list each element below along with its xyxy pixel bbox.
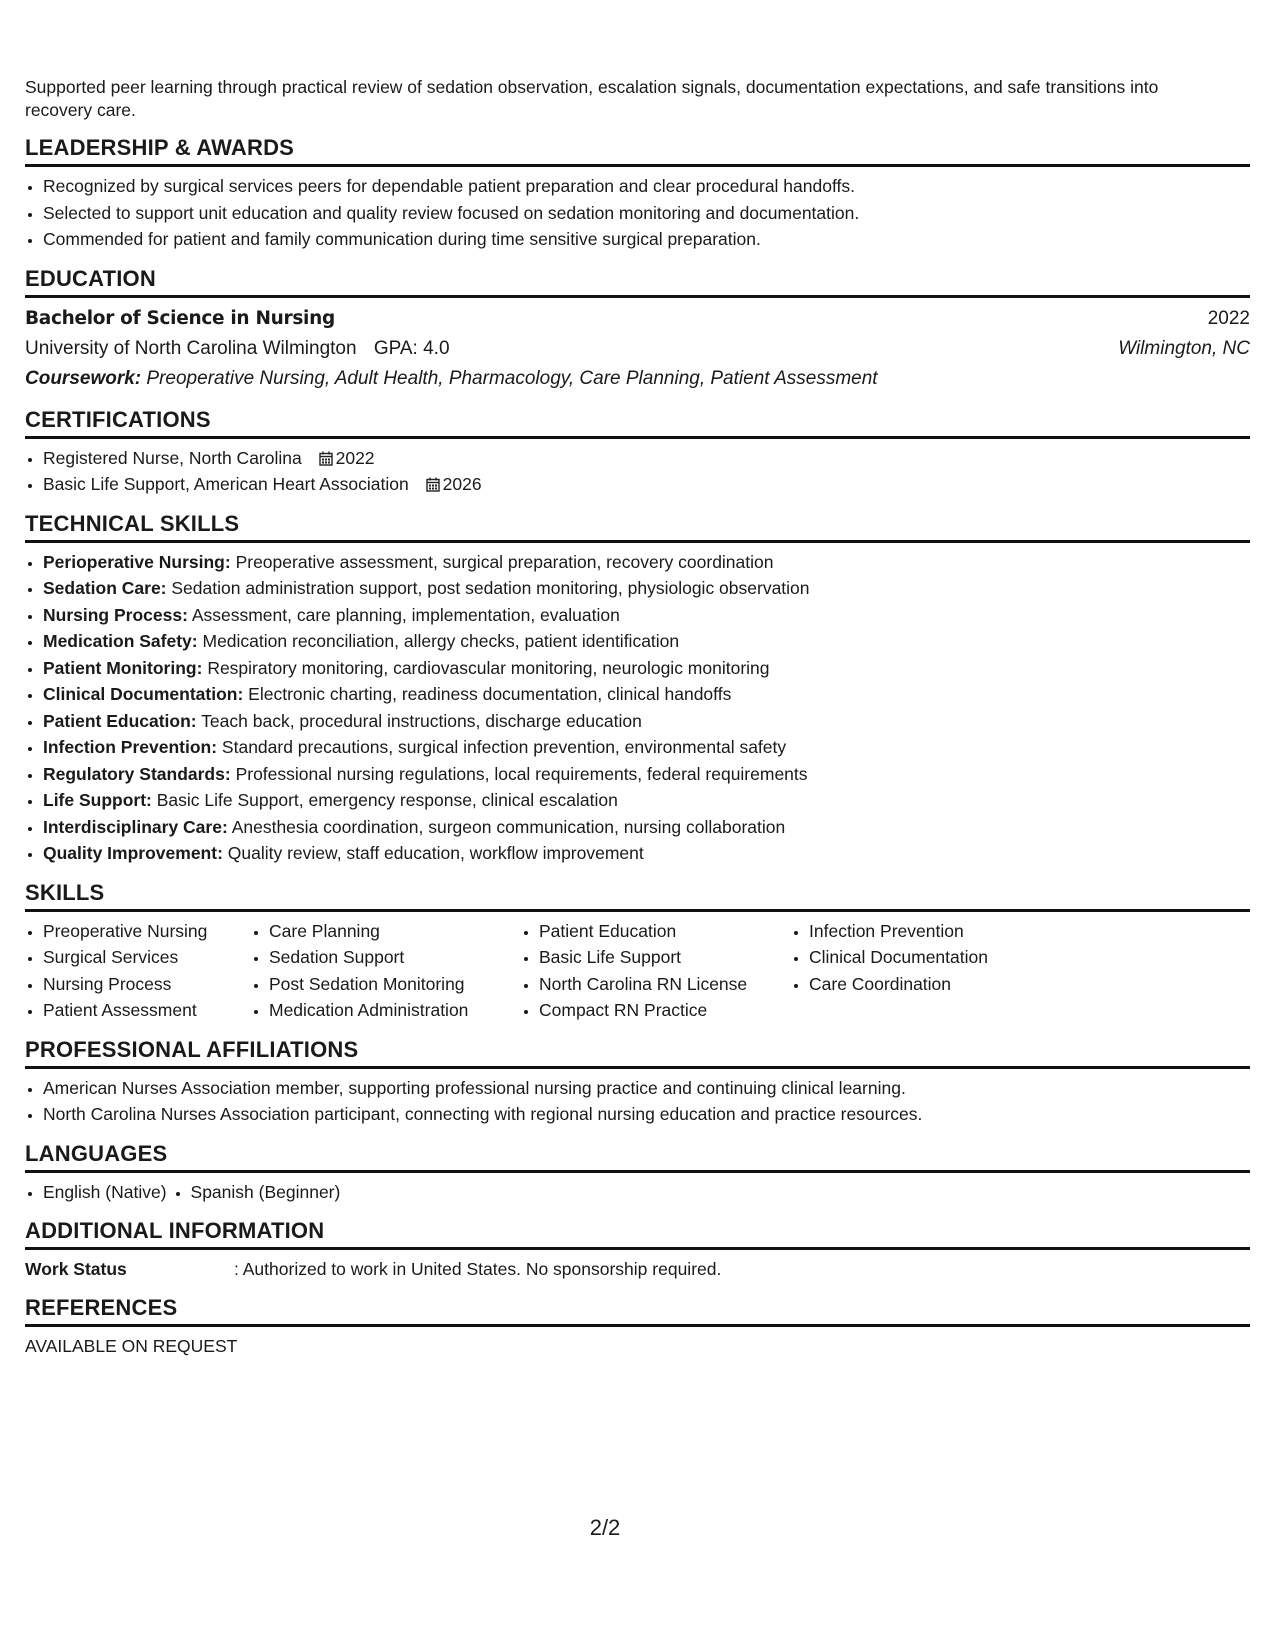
languages-section	[25, 1140, 1250, 1206]
coursework-label: Coursework:	[25, 367, 142, 389]
list-item: • Nursing Process	[43, 971, 251, 998]
list-item: • North Carolina RN License	[539, 971, 791, 998]
list-item	[43, 602, 1250, 629]
list-item: • Spanish (Beginner)	[191, 1179, 341, 1206]
list-item: • Preoperative Nursing	[43, 918, 251, 945]
intro-paragraph: Supported peer learning through practical review of sedation observation, escalation signals, documentation expectations, and safe transitions into recovery care.	[25, 77, 1159, 120]
skills-columns	[25, 918, 1250, 1024]
list-item: • Surgical Services	[43, 944, 251, 971]
list-item: • Care Coordination	[809, 971, 1039, 998]
cert-year: 2026	[442, 474, 482, 494]
list-item: • Patient Education	[539, 918, 791, 945]
list-item: • Infection Prevention	[809, 918, 1039, 945]
section-title: LANGUAGES	[25, 1140, 1250, 1173]
skill-text: Standard precautions, surgical infection prevention, environmental safety	[221, 737, 787, 757]
info-row	[25, 1256, 1250, 1282]
skill-label: Patient Education:	[43, 710, 197, 731]
school-name: University of North Carolina Wilmington	[25, 337, 357, 359]
list-item	[43, 471, 1250, 498]
gpa: GPA: 4.0	[373, 337, 450, 359]
skill-text: Sedation administration support, post sedation monitoring, physiologic observation	[171, 578, 810, 598]
list-item: • Post Sedation Monitoring	[269, 971, 521, 998]
cert-name: Registered Nurse, North Carolina	[43, 447, 302, 468]
list-item	[43, 575, 1250, 602]
certifications-section	[25, 406, 1250, 498]
references-section	[25, 1294, 1250, 1359]
section-title: PROFESSIONAL AFFILIATIONS	[25, 1036, 1250, 1069]
affiliations-section	[25, 1036, 1250, 1128]
list-item	[43, 549, 1250, 576]
section-title: SKILLS	[25, 879, 1250, 912]
languages-list	[25, 1179, 1250, 1206]
page-number: 2/2	[589, 1515, 621, 1540]
section-title: ADDITIONAL INFORMATION	[25, 1217, 1250, 1250]
skill-text: Medication reconciliation, allergy checks, patient identification	[202, 631, 680, 651]
degree: Bachelor of Science in Nursing	[25, 307, 335, 329]
list-item: • Patient Assessment	[43, 997, 251, 1024]
cert-name: Basic Life Support, American Heart Association	[43, 474, 409, 494]
skill-label: Regulatory Standards:	[43, 763, 231, 784]
skills-column	[521, 918, 791, 1024]
school-location: Wilmington, NC	[1118, 337, 1250, 359]
skill-label: Patient Monitoring:	[43, 657, 203, 678]
additional-info-section	[25, 1217, 1250, 1282]
list-item: • Care Planning	[269, 918, 521, 945]
skill-text: Preoperative assessment, surgical preparation, recovery coordination	[235, 551, 774, 572]
graduation-year: 2022	[1207, 307, 1250, 329]
leadership-section	[25, 134, 1250, 253]
list-item: • Compact RN Practice	[539, 997, 791, 1024]
skills-column	[251, 918, 521, 1024]
section-title: REFERENCES	[25, 1294, 1250, 1327]
info-key: Work Status	[25, 1259, 127, 1279]
calendar-icon	[319, 451, 333, 466]
section-title: CERTIFICATIONS	[25, 406, 1250, 439]
list-item	[43, 655, 1250, 682]
resume-page	[25, 76, 1250, 1359]
skill-label: Quality Improvement:	[43, 843, 223, 863]
section-title: TECHNICAL SKILLS	[25, 510, 1250, 543]
list-item: • American Nurses Association member, supporting professional nursing practice and continuing clinical learning.	[43, 1075, 1250, 1102]
list-item	[43, 681, 1250, 708]
list-item: • Sedation Support	[269, 944, 521, 971]
technical-skills-section	[25, 510, 1250, 867]
calendar-icon	[426, 477, 440, 492]
leadership-list	[25, 173, 1250, 253]
list-item: • Clinical Documentation	[809, 944, 1039, 971]
list-item	[43, 708, 1250, 735]
list-item: • Recognized by surgical services peers for dependable patient preparation and clear procedural handoffs.	[43, 173, 1250, 200]
list-item	[43, 761, 1250, 788]
coursework: Preoperative Nursing, Adult Health, Pharmacology, Care Planning, Patient Assessment	[146, 367, 878, 389]
skills-column	[791, 918, 1039, 1024]
list-item: • Selected to support unit education and quality review focused on sedation monitoring and documentation.	[43, 200, 1250, 227]
skill-text: Professional nursing regulations, local requirements, federal requirements	[235, 763, 808, 784]
education-section	[25, 265, 1250, 394]
list-item: • North Carolina Nurses Association participant, connecting with regional nursing education and practice resources.	[43, 1101, 1250, 1128]
skill-label: Life Support:	[43, 790, 152, 810]
skill-label: Nursing Process:	[43, 604, 188, 625]
skill-text: Quality review, staff education, workflow improvement	[227, 843, 644, 863]
info-value: : Authorized to work in United States. No sponsorship required.	[234, 1259, 722, 1279]
certifications-list	[25, 445, 1250, 498]
list-item	[43, 628, 1250, 655]
list-item: • Basic Life Support	[539, 944, 791, 971]
skill-label: Perioperative Nursing:	[43, 551, 231, 572]
section-title: EDUCATION	[25, 265, 1250, 298]
cert-year: 2022	[335, 447, 375, 468]
affiliations-list	[25, 1075, 1250, 1128]
skill-text: Basic Life Support, emergency response, clinical escalation	[156, 790, 618, 810]
skill-label: Infection Prevention:	[43, 737, 218, 757]
technical-skills-list	[25, 549, 1250, 867]
list-item	[43, 445, 1250, 472]
skill-label: Clinical Documentation:	[43, 684, 244, 704]
list-item	[43, 787, 1250, 814]
skills-column	[25, 918, 251, 1024]
skill-text: Anesthesia coordination, surgeon communication, nursing collaboration	[231, 816, 786, 837]
skill-text: Assessment, care planning, implementation, evaluation	[191, 604, 620, 625]
list-item: • Medication Administration	[269, 997, 521, 1024]
skill-text: Teach back, procedural instructions, discharge education	[201, 710, 642, 731]
section-title: LEADERSHIP & AWARDS	[25, 134, 1250, 167]
skill-text: Electronic charting, readiness documentation, clinical handoffs	[248, 684, 732, 704]
skill-label: Sedation Care:	[43, 578, 167, 598]
skill-text: Respiratory monitoring, cardiovascular monitoring, neurologic monitoring	[207, 657, 770, 678]
skill-label: Medication Safety:	[43, 631, 198, 651]
list-item	[43, 814, 1250, 841]
list-item: • Commended for patient and family communication during time sensitive surgical preparation.	[43, 226, 1250, 253]
list-item: • English (Native)	[43, 1179, 167, 1206]
skill-label: Interdisciplinary Care:	[43, 816, 228, 837]
list-item	[43, 734, 1250, 761]
list-item	[43, 840, 1250, 867]
skills-section	[25, 879, 1250, 1024]
references-text: AVAILABLE ON REQUEST	[25, 1336, 238, 1356]
